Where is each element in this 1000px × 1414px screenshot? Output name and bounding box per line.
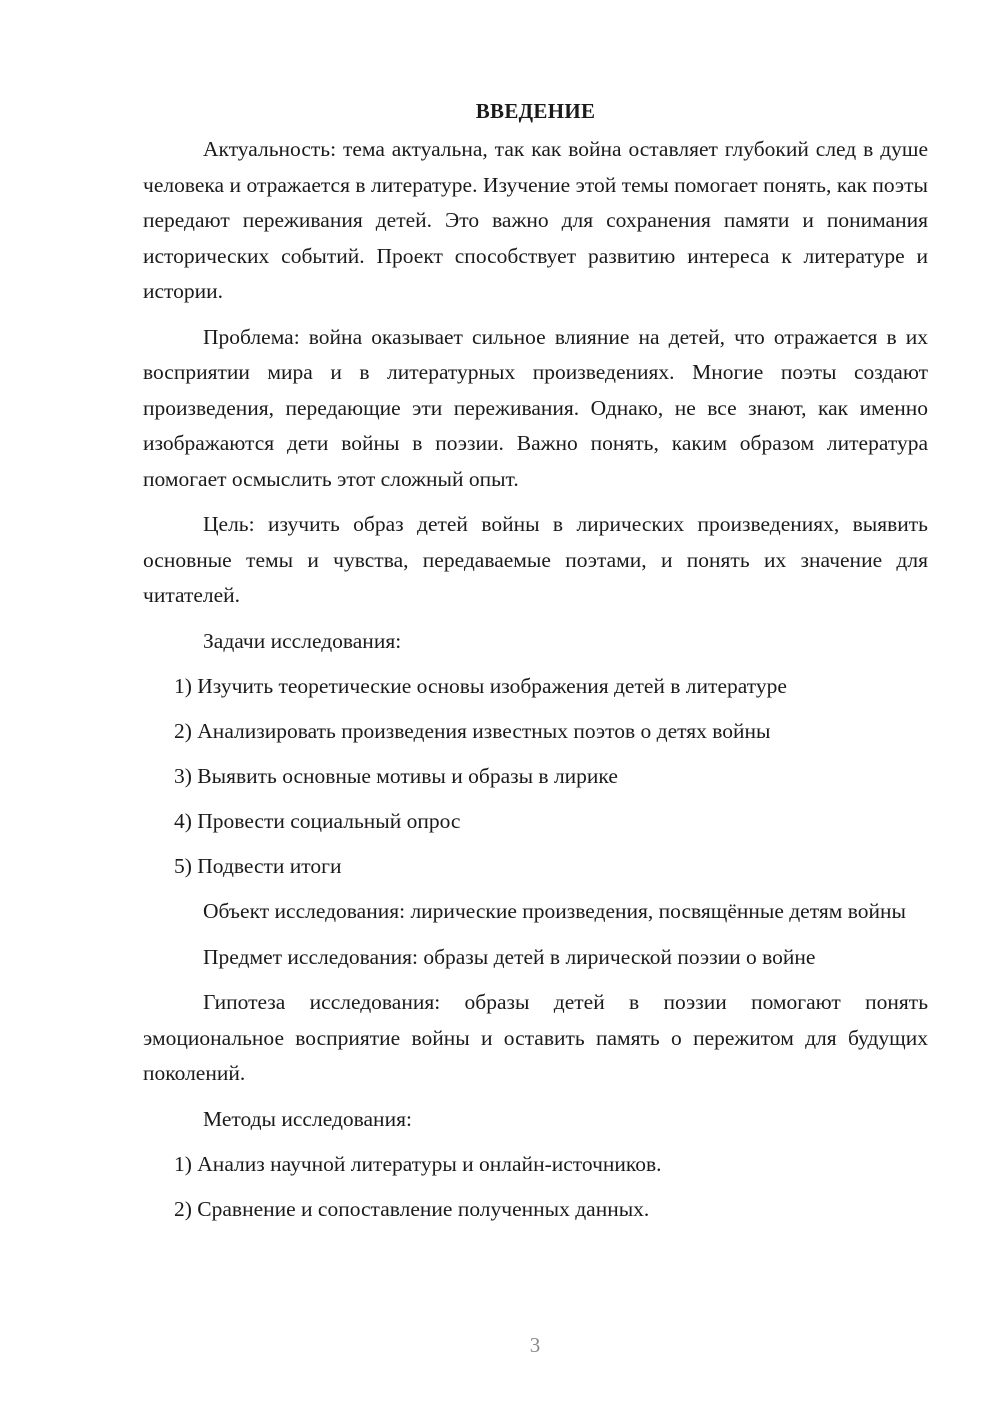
methods-list [143,1147,928,1228]
object-paragraph: Объект исследования: лирические произведения, посвящённые детям войны [203,899,906,923]
hypothesis-paragraph: Гипотеза исследования: образы детей в поэзии помогают понять эмоциональное восприятие войны и оставить память о пережитом для будущих поколений. [143,990,928,1085]
task-item: 3) Выявить основные мотивы и образы в лирике [174,764,618,788]
task-item: 4) Провести социальный опрос [174,809,461,833]
problem-paragraph: Проблема: война оказывает сильное влияние на детей, что отражается в их восприятии мира и в литературных произведениях. Многие поэты создают произведения, передающие эти переживания. Однако, не все знают, как именно изображаются дети войны в поэзии. Важно понять, каким образом литература помогает осмыслить этот сложный опыт. [143,324,928,491]
tasks-list [143,669,928,885]
tasks-label: Задачи исследования: [203,628,402,653]
task-item: 5) Подвести итоги [174,854,342,878]
task-item: 2) Анализировать произведения известных поэтов о детях войны [174,719,771,743]
goal-paragraph: Цель: изучить образ детей войны в лирических произведениях, выявить основные темы и чувства, передаваемые поэтами, и понять их значение для читателей. [143,512,928,607]
method-item: 1) Анализ научной литературы и онлайн-источников. [174,1152,662,1176]
method-item: 2) Сравнение и сопоставление полученных данных. [174,1197,650,1221]
section-title: ВВЕДЕНИЕ [475,99,596,123]
task-item: 1) Изучить теоретические основы изображения детей в литературе [174,674,787,698]
methods-label: Методы исследования: [203,1106,412,1131]
subject-paragraph: Предмет исследования: образы детей в лирической поэзии о войне [203,944,816,969]
document-page [143,96,928,1237]
page-number: 3 [529,1333,541,1357]
relevance-paragraph: Актуальность: тема актуальна, так как война оставляет глубокий след в душе человека и отражается в литературе. Изучение этой темы помогает понять, как поэты передают переживания детей. Это важно для сохранения памяти и понимания исторических событий. Проект способствует развитию интереса к литературе и истории. [143,137,928,303]
